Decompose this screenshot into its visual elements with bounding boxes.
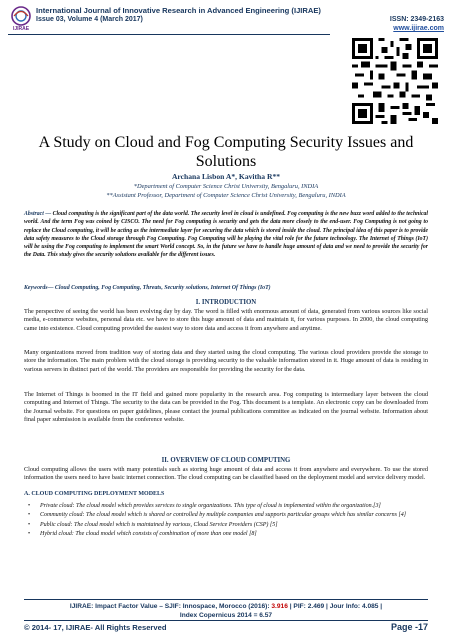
impact-factor-info: IJIRAE: Impact Factor Value – SJIF: Innospace, Morocco (2016): 3.916 | PIF: 2.469 | Jour Info: 4.085 | Index Copernicus 2014 = 6.57 [69, 603, 383, 619]
header-divider [8, 34, 330, 35]
copyright: © 2014- 17, IJIRAE- All Rights Reserved [24, 623, 167, 632]
journal-logo-icon [8, 5, 34, 31]
footer-divider-top [24, 599, 428, 600]
list-item: • Hybrid cloud: The cloud model which consists of combination of more than one model [8] [28, 530, 257, 537]
list-item: • Public cloud: The cloud model which is maintained by various, Cloud Service Providers (CSP) [5] [28, 521, 278, 528]
abstract [24, 210, 428, 260]
journal-header [8, 5, 444, 31]
svg-text:IJIRAE: IJIRAE [12, 26, 30, 31]
qr-code-icon [352, 38, 438, 124]
index-copernicus: Index Copernicus 2014 = 6.57 [179, 612, 273, 619]
abstract-label: Abstract — [24, 211, 53, 217]
sjif-value: 3.916 [271, 603, 288, 610]
deployment-models-list [24, 502, 428, 539]
issn: ISSN: 2349-2163 [389, 16, 444, 23]
bullet-icon: • [28, 521, 31, 528]
journal-title: International Journal of Innovative Research in Advanced Engineering (IJIRAE) [36, 6, 321, 15]
abstract-text: Cloud computing is the significant part of the data world. The security level in cloud is undefined. Fog computing is the new buzz word added to the technical world. And the term Fog was coined by CISCO. The need for Fog computing is security and gets the data more closely to the end-user. Fog Computing is not going to replace the Cloud computing, it will be acting as the intermediate layer for securing the data which is stored inside the cloud. The principal idea of this paper is to provide data safety measures to the Cloud storage through Fog Computing. Fog Computing will be playing the vital role for the future technology. The Internet of Things (IoT) will be using the Fog computing to implement the smart World concept. So, in the future we have to handle huge amount of data and we need to provide the security for the Data. This study gives the security solutions available for the different issues. [24, 211, 429, 259]
intro-paragraph-3: The Internet of Things is boomed in the IT field and gained more popularity in the research area. Fog computing is intermediary layer between the cloud computing and Internet of Things. The security to the data can be provided in the Fog. This document is a template. An electronic copy can be downloaded from the Journal website. For questions on paper guidelines, please contact the journal publications committee as indicated on the journal website. Information about final paper submission is available from the conference website. [24, 391, 428, 423]
bullet-icon: • [28, 503, 31, 509]
paper-authors: Archana Lisbon A*, Kavitha R** [171, 172, 281, 181]
footer-divider-bottom [24, 620, 428, 621]
paper-title: A Study on Cloud and Fog Computing Security Issues and Solutions [38, 134, 414, 170]
overview-paragraph: Cloud computing allows the users with many potentials such as storing huge amount of data and access it from anywhere and everywhere. To use the stored information the users need to have basic internet connection. The cloud computing can be classified based on the deployment model and service delivery model. [24, 466, 428, 482]
bullet-icon: • [28, 512, 31, 519]
intro-paragraph-1: The perspective of seeing the world has been evolving day by day. The word is filled with enormous amount of data, generated from various sources like social media, e-commerce websites, personal data etc. we have to store this huge amount of data and maintain it, for various purposes. In 2000, the cloud computing came into existence. Cloud computing provided the easiest way to store data and access it from anywhere and anytime. [24, 308, 428, 332]
page-number: Page -17 [390, 622, 428, 632]
subsection-heading-deployment-models: A. CLOUD COMPUTING DEPLOYMENT MODELS [24, 491, 165, 497]
section-heading-introduction: I. INTRODUCTION [195, 299, 257, 306]
affiliation-2: **Assistant Professor, Department of Computer Science Christ University, Bengaluru, INDIA [106, 192, 346, 199]
keywords: Keywords— Cloud Computing, Fog Computing, Threats, Security solutions, Internet Of Things (IoT) [24, 285, 271, 291]
issue-info: Issue 03, Volume 4 (March 2017) [36, 16, 143, 23]
affiliation-1: *Department of Computer Science Christ University, Bengaluru, INDIA [133, 183, 319, 190]
intro-paragraph-2: Many organizations moved from tradition way of storing data and they started using the cloud computing. The various cloud providers provide the storage to store the information. The main problem with the cloud storage is providing security to the valuable information stored in it. Huge amount of data is residing in various servers in distinct part of the world. The providers are responsible for providing the security for the data. [24, 349, 428, 373]
list-item: • Community cloud: The cloud model which is shared or controlled by multiple companies and supports particular groups which has similar concerns [4] [28, 512, 407, 519]
list-item: • Private cloud: The cloud model which provides services to single organizations. This type of cloud is implemented within the organization.[3] [28, 503, 381, 509]
section-heading-overview: II. OVERVIEW OF CLOUD COMPUTING [161, 457, 291, 464]
bullet-icon: • [28, 530, 31, 537]
journal-url-link[interactable]: www.ijirae.com [393, 25, 444, 32]
